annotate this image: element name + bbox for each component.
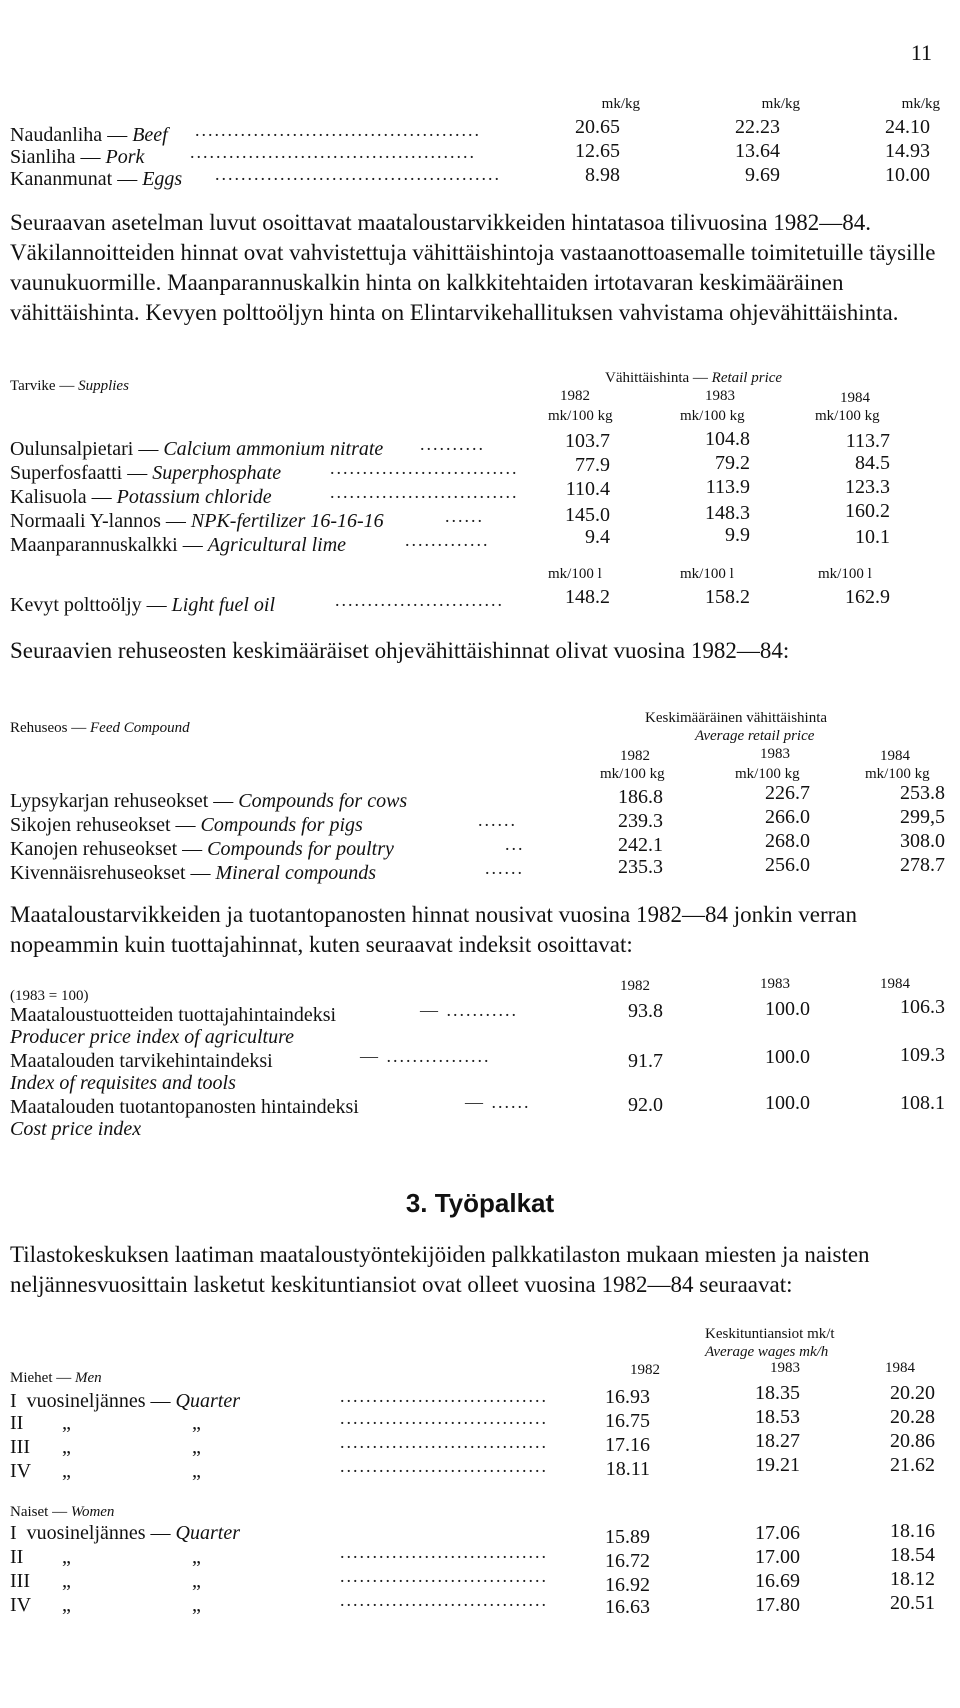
wage-row-women: I vuosineljännes — Quarter [10, 1522, 240, 1544]
meat-row: Sianliha — Pork [10, 146, 145, 168]
page-number: 11 [910, 40, 932, 65]
feed-row: Lypsykarjan rehuseokset — Compounds for cows [10, 790, 408, 812]
meat-row: Naudanliha — Beef [10, 124, 168, 146]
index-label: Maatalouden tarvikehintaindeksi [10, 1050, 273, 1072]
women-label: Naiset — Women [10, 1504, 115, 1520]
supplies-row: Superfosfaatti — Superphosphate [10, 462, 282, 484]
wage-row-men: I vuosineljännes — Quarter [10, 1390, 240, 1412]
supplies-row: Maanparannuskalkki — Agricultural lime [10, 534, 347, 556]
feed-label: Rehuseos — Feed Compound [10, 720, 190, 736]
feed-row: Kanojen rehuseokset — Compounds for poultry [10, 838, 394, 860]
wage-row-men: III „ „ [10, 1436, 201, 1458]
section-title: 3. Työpalkat [405, 1188, 555, 1218]
supplies-row: Kalisuola — Potassium chloride [10, 486, 272, 508]
supplies-header: Vähittäishinta — Retail price [605, 370, 783, 386]
wage-row-women: IV „ „ [10, 1594, 201, 1616]
supplies-row: Normaali Y-lannos — NPK-fertilizer 16-16-16 [10, 510, 384, 532]
paragraph-3: Maataloustarvikkeiden ja tuotantopanosten hinnat nousivat vuosina 1982—84 jonkin verran nopeammin kuin tuottajahinnat, kuten seuraavat indeksit osoittavat: [10, 902, 857, 957]
index-label: Maataloustuotteiden tuottajahintaindeksi [10, 1004, 337, 1026]
feed-row: Kivennäisrehuseokset — Mineral compounds [10, 862, 377, 884]
index-label: Maatalouden tuotantopanosten hintaindeksi [10, 1096, 359, 1118]
men-label: Miehet — Men [10, 1370, 102, 1386]
wage-row-men: IV „ „ [10, 1460, 201, 1482]
supplies-row: Oulunsalpietari — Calcium ammonium nitrate [10, 438, 384, 460]
feed-row: Sikojen rehuseokset — Compounds for pigs [10, 814, 363, 836]
wage-row-women: II „ „ [10, 1546, 201, 1568]
meat-row: Kananmunat — Eggs [10, 168, 183, 190]
paragraph-2: Seuraavien rehuseosten keskimääräiset ohjevähittäishinnat olivat vuosina 1982—84: [10, 638, 790, 663]
wage-row-women: III „ „ [10, 1570, 201, 1592]
paragraph-1: Seuraavan asetelman luvut osoittavat maataloustarvikkeiden hintatasoa tilivuosina 1982—84. Väkilannoitteiden hinnat ovat vahvistettuja vähittäishintoja vastaanottoasemalle toimitetuille täysille vaunukuormille. Maanparannuskalkin hinta on kalkkitehtaiden irtotavaran keskimääräinen vähittäishinta. Kevyen polttoöljyn hinta on Elintarvikehallituksen vahvistama ohjevähittäishinta. [10, 210, 936, 325]
paragraph-4: Tilastokeskuksen laatiman maataloustyöntekijöiden palkkatilaston mukaan miesten ja naisten neljännesvuosittain lasketut keskituntiansiot ovat olleet vuosina 1982—84 seuraavat: [10, 1242, 870, 1297]
supplies-row-oil: Kevyt polttoöljy — Light fuel oil [10, 594, 276, 616]
wage-row-men: II „ „ [10, 1412, 201, 1434]
unit-1984: mk/kg [901, 96, 940, 112]
unit-1983: mk/kg [761, 96, 800, 112]
unit-1982: mk/kg [601, 96, 640, 112]
supplies-label: Tarvike — Supplies [10, 378, 129, 394]
